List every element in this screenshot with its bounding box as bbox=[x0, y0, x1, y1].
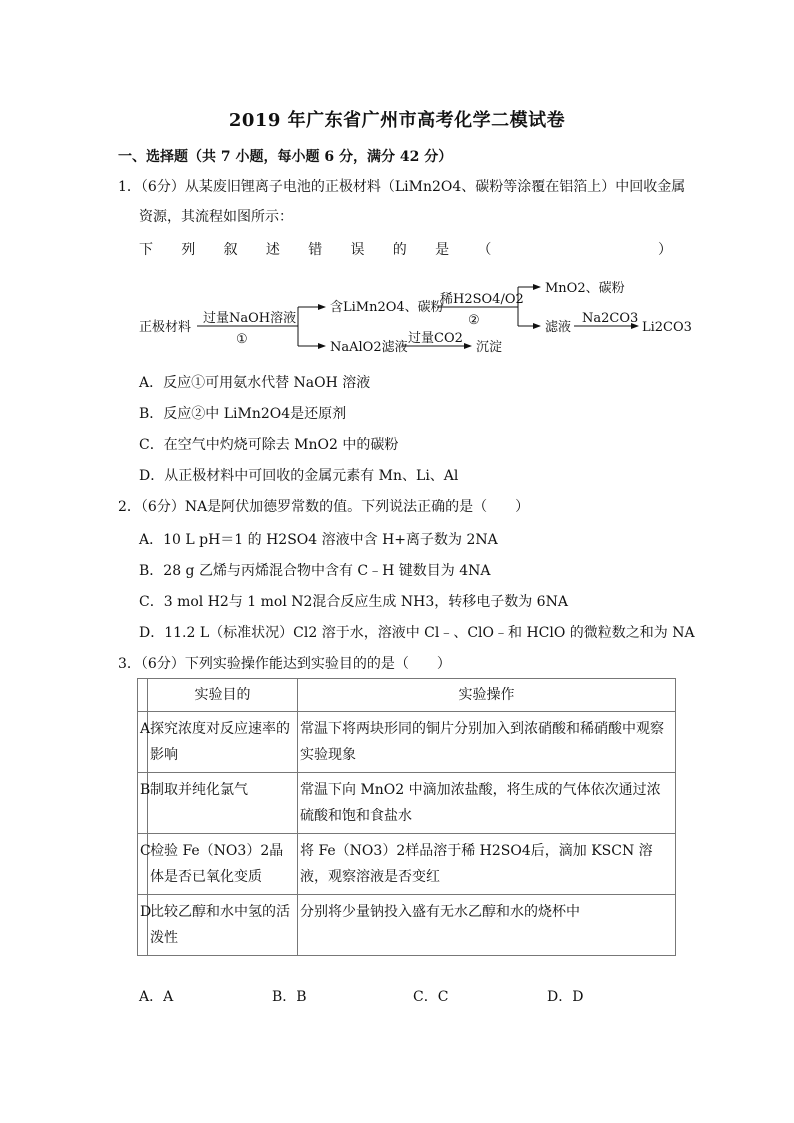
flow-out-mno2: MnO2、碳粉 bbox=[545, 281, 625, 296]
row-purpose: 探究浓度对反应速率的影响 bbox=[148, 712, 298, 773]
row-letter: A bbox=[138, 712, 148, 773]
row-purpose: 检验 Fe（NO3）2晶体是否已氧化变质 bbox=[148, 834, 298, 895]
table-row bbox=[138, 773, 676, 834]
q1-score: （6分） bbox=[140, 179, 185, 195]
q1-prompt-char: （ bbox=[477, 242, 492, 258]
table-header-row bbox=[138, 679, 676, 712]
q1-option-c: C．在空气中灼烧可除去 MnO2 中的碳粉 bbox=[139, 437, 399, 453]
flow-step2-reagent: 稀H2SO4/O2 bbox=[440, 292, 524, 307]
q1-prompt-char: 错 bbox=[308, 242, 323, 258]
q1-prompt-char: 的 bbox=[392, 242, 407, 258]
flow-step3-reagent: Na2CO3 bbox=[582, 311, 639, 326]
q1-line2: 资源，其流程如图所示： bbox=[139, 209, 293, 225]
table-row bbox=[138, 712, 676, 773]
row-operation: 常温下将两块形同的铜片分别加入到浓硝酸和稀硝酸中观察实验现象 bbox=[298, 712, 676, 773]
header-operation: 实验操作 bbox=[298, 679, 676, 712]
q1-prompt-char: 述 bbox=[265, 242, 280, 258]
row-purpose: 比较乙醇和水中氢的活泼性 bbox=[148, 895, 298, 956]
q1-line1 bbox=[118, 177, 685, 197]
q1-option-a: A．反应①可用氨水代替 NaOH 溶液 bbox=[139, 375, 371, 391]
q1-option-b: B．反应②中 LiMn2O4是还原剂 bbox=[139, 406, 347, 422]
q1-text-1: 从某废旧锂离子电池的正极材料（LiMn2O4、碳粉等涂覆在铝箔上）中回收金属 bbox=[184, 179, 686, 195]
row-letter: B bbox=[138, 773, 148, 834]
table-row bbox=[138, 834, 676, 895]
q1-prompt bbox=[139, 239, 672, 259]
flow-step2-number: ② bbox=[468, 313, 480, 328]
q3-answer-a: A．A bbox=[139, 989, 174, 1005]
flow-out-precip: 沉淀 bbox=[476, 340, 503, 355]
q3-stem: 3．（6分）下列实验操作能达到实验目的的是（ ） bbox=[118, 656, 451, 672]
q2-option-c: C．3 mol H2与 1 mol N2混合反应生成 NH3，转移电子数为 6NA bbox=[139, 594, 568, 610]
row-letter: D bbox=[138, 895, 148, 956]
header-purpose: 实验目的 bbox=[148, 679, 298, 712]
flow-step1-reagent: 过量NaOH溶液 bbox=[203, 311, 297, 326]
q3-table bbox=[137, 678, 676, 956]
q1-prompt-char: 下 bbox=[139, 242, 153, 258]
q2-option-a: A．10 L pH＝1 的 H2SO4 溶液中含 H+离子数为 2NA bbox=[139, 532, 498, 548]
row-operation: 将 Fe（NO3）2样品溶于稀 H2SO4后，滴加 KSCN 溶液，观察溶液是否变红 bbox=[298, 834, 676, 895]
row-letter: C bbox=[138, 834, 148, 895]
q2-option-b: B．28 g 乙烯与丙烯混合物中含有 C﹣H 键数目为 4NA bbox=[139, 563, 491, 579]
section-heading: 一、选择题（共 7 小题，每小题 6 分，满分 42 分） bbox=[118, 149, 453, 165]
q1-prompt-char: 是 bbox=[435, 242, 450, 258]
q1-prompt-char: 叙 bbox=[223, 242, 238, 258]
flow-branch-b: NaAlO2滤液 bbox=[330, 340, 408, 355]
row-operation: 分别将少量钠投入盛有无水乙醇和水的烧杯中 bbox=[298, 895, 676, 956]
flow-start: 正极材料 bbox=[139, 320, 192, 335]
q2-stem: 2．（6分）NA是阿伏加德罗常数的值。下列说法正确的是（ ） bbox=[118, 499, 530, 515]
q1-prompt-char: 误 bbox=[350, 242, 365, 258]
row-operation: 常温下向 MnO2 中滴加浓盐酸，将生成的气体依次通过浓硫酸和饱和食盐水 bbox=[298, 773, 676, 834]
flow-step1-number: ① bbox=[236, 332, 248, 347]
row-purpose: 制取并纯化氯气 bbox=[148, 773, 298, 834]
q3-answer-c: C．C bbox=[413, 989, 449, 1005]
flow-out-filtrate: 滤液 bbox=[545, 320, 572, 335]
page-title: 2019 年广东省广州市高考化学二模试卷 bbox=[228, 110, 566, 131]
q3-answer-d: D．D bbox=[547, 989, 584, 1005]
flow-step4-reagent: 过量CO2 bbox=[408, 331, 463, 346]
q1-number: 1． bbox=[118, 179, 141, 195]
q1-prompt-char: 列 bbox=[181, 242, 196, 258]
table-row bbox=[138, 895, 676, 956]
flow-branch-a: 含LiMn2O4、碳粉 bbox=[330, 300, 444, 315]
q2-option-d: D．11.2 L（标准状况）Cl2 溶于水，溶液中 Cl﹣、ClO﹣和 HClO 的微粒数之和为 NA bbox=[139, 625, 695, 641]
q1-option-d: D．从正极材料中可回收的金属元素有 Mn、Li、Al bbox=[139, 468, 459, 484]
q1-prompt-char: ） bbox=[657, 242, 672, 258]
flow-out-final: Li2CO3 bbox=[642, 320, 692, 335]
q3-answer-b: B．B bbox=[272, 989, 307, 1005]
